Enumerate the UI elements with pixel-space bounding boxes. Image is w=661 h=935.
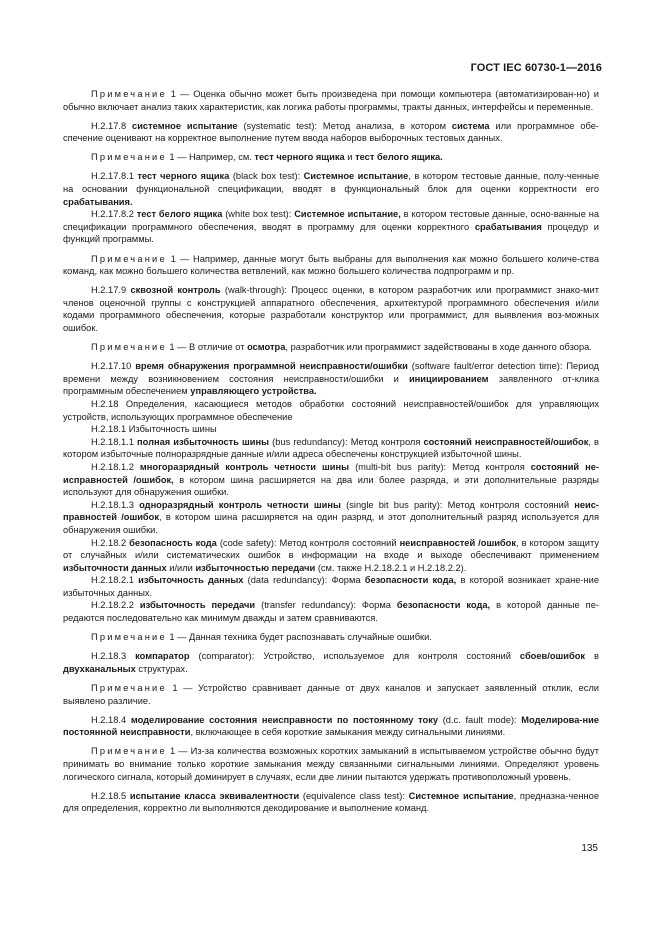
paragraph: [63, 682, 599, 707]
text-run: в которой возникает хране-ние избыточных данных.: [63, 575, 600, 598]
term-bold: сквозной контроль: [130, 285, 221, 296]
term-bold: срабатывания.: [63, 196, 133, 207]
text-run: , предназна-ченное для определения, корректно ли выполняются декодирование и выполнение команд.: [63, 790, 600, 814]
text-run: в котором тестовые данные, осно-ванные на спецификации программного обеспечения, вводят в программу для оценки корректного: [63, 209, 600, 232]
text-run: , разработчик или программист задействованы в ходе данного обзора.: [285, 342, 592, 353]
term-bold: время обнаружения программной неисправности/ошибки: [135, 361, 408, 372]
paragraph: [63, 574, 599, 599]
term-bold: моделирование состояния неисправности по постоянному току: [130, 714, 439, 725]
document-standard-header: ГОСТ IEC 60730-1—2016: [470, 62, 602, 74]
term-bold: полная избыточность шины: [137, 436, 270, 447]
text-run: 1 — В отличие от: [166, 342, 248, 353]
text-run: H.2.17.9: [91, 285, 131, 296]
term-bold: Системное испытание,: [294, 209, 401, 220]
text-run: 1 — Например, данные могут быть выбраны для выполнения как можно большего количе-ства команд, как можно большего количества ветвлений, как можно большего количества подпрограмм и пр.: [63, 253, 599, 277]
term-bold: одноразрядный контроль четности шины: [139, 499, 341, 510]
text-run: (см. также H.2.18.2.1 и H.2.18.2.2).: [315, 562, 467, 573]
text-run: H.2.17.10: [91, 361, 136, 372]
text-run: , в котором избыточные полноразрядные данные и/или адреса обеспечены конструкцией избыточной шины.: [63, 436, 599, 460]
paragraph: [63, 208, 599, 246]
paragraph: [63, 423, 599, 436]
text-run: (walk-through): Процесс оценки, в котором разработчик или программист знако-мит членов оценочной группы с конструкцией аппаратного обеспечения, архитектурой программного обеспечения и/или кодами программного обеспечения, которые разработали конструктор или программист, для выявления воз-можных ошибок.: [63, 285, 600, 333]
term-bold: осмотра: [247, 342, 286, 353]
text-run: и: [344, 152, 356, 163]
term-bold: Системное испытание: [408, 790, 514, 801]
term-bold: состояний неисправностей/ошибок: [423, 436, 589, 447]
term-bold: Системное испытание: [303, 171, 409, 182]
paragraph: [63, 714, 599, 739]
text-run: в которой данные пе-редаются последовательно как минимум дважды и затем сравниваются.: [63, 600, 599, 624]
term-bold: избыточности данных: [63, 562, 167, 573]
text-run: или программное обе-спечение оценивают на корректное выполнение путем ввода наборов выборочных тестовых данных.: [63, 120, 599, 144]
paragraph: [63, 650, 599, 675]
text-run: процедур и функций программы.: [63, 221, 599, 245]
text-run: в: [585, 651, 599, 662]
text-run: H.2.18.2.2: [91, 600, 140, 611]
term-bold: сбоев/ошибок: [519, 651, 586, 662]
text-run: (white box test):: [222, 209, 295, 220]
text-run: (multi-bit bus parity): Метод контроля: [349, 461, 531, 472]
document-body: [63, 88, 599, 815]
text-run: (comparator): Устройство, используемое для контроля состояний: [189, 651, 520, 662]
paragraph: [63, 253, 599, 278]
term-bold: испытание класса эквивалентности: [129, 790, 300, 801]
text-run: H.2.18.4: [91, 714, 131, 725]
term-bold: тест белого ящика: [136, 209, 223, 220]
text-run: H.2.18.2.1: [91, 575, 139, 586]
text-run: (black box test):: [229, 171, 304, 182]
term-bold: неисправностей /ошибок: [399, 537, 516, 548]
term-bold: двухканальных: [63, 663, 136, 674]
paragraph: [63, 170, 599, 208]
note-label: Примечание: [91, 632, 167, 643]
term-bold: Моделирова-ние постоянной неисправности: [63, 714, 600, 738]
text-run: H.2.18.1.3: [91, 499, 140, 510]
text-run: H.2.18.1.1: [91, 436, 137, 447]
text-run: (d.c. fault mode):: [438, 714, 522, 725]
note-label: Примечание: [91, 89, 167, 99]
text-run: 1 — Данная техника будет распознавать случайные ошибки.: [166, 632, 432, 643]
text-run: (systematic test): Метод анализа, в котором: [237, 120, 452, 131]
term-bold: срабатывания: [474, 221, 542, 232]
text-run: H.2.17.8.2: [91, 209, 137, 220]
paragraph: [63, 360, 599, 398]
paragraph: [63, 436, 599, 461]
term-bold: система: [451, 120, 490, 131]
text-run: (data redundancy): Форма: [243, 575, 365, 586]
note-label: Примечание: [91, 253, 167, 264]
paragraph: [63, 120, 599, 145]
term-bold: компаратор: [135, 651, 190, 662]
term-bold: тест белого ящика.: [355, 152, 443, 163]
text-run: H.2.18.1 Избыточность шины: [91, 424, 217, 435]
text-run: H.2.18.5: [91, 790, 130, 801]
text-run: , в котором шина расширяется на один разряд, и этот дополнительный разряд используется для обнаружения ошибки.: [63, 512, 599, 535]
text-run: , в котором защиту от случайных и/или систематических ошибок в информации на входе и выходе обеспечивают применением: [63, 537, 599, 561]
text-run: H.2.17.8: [91, 120, 133, 131]
text-run: структурах.: [135, 663, 188, 674]
text-run: 1 — Устройство сравнивает данные от двух каналов и запускает заявленный отклик, если выявлено различие.: [63, 682, 599, 706]
text-run: (single bit bus parity): Метод контроля состояний: [340, 499, 575, 510]
note-label: Примечание: [91, 342, 167, 353]
note-label: Примечание: [91, 152, 167, 163]
paragraph: [63, 398, 599, 423]
text-run: (equivalence class test):: [299, 790, 409, 801]
term-bold: безопасности кода,: [396, 600, 491, 611]
text-run: заявленного от-клика программным обеспечением: [63, 373, 599, 397]
text-run: и/или: [166, 562, 196, 573]
term-bold: управляющего устройства.: [190, 386, 317, 397]
paragraph: [63, 151, 599, 164]
text-run: (code safety): Метод контроля состояний: [216, 537, 400, 548]
term-bold: неис-правностей /ошибок: [63, 499, 600, 523]
term-bold: состояний не-исправностей /ошибок,: [63, 461, 600, 485]
term-bold: безопасности кода,: [364, 575, 457, 586]
paragraph: [63, 499, 599, 537]
term-bold: избыточность данных: [138, 575, 244, 586]
paragraph: [63, 745, 599, 783]
text-run: в котором шина расширяется на два или более разряда, и эти дополнительные разряды используют для обнаружения ошибки.: [63, 474, 599, 498]
text-run: 1 — Например, см.: [166, 152, 255, 163]
text-run: , включающее в себя короткие замыкания между сигнальными линиями.: [190, 727, 506, 738]
term-bold: избыточностью передачи: [195, 562, 316, 573]
paragraph: [63, 599, 599, 624]
term-bold: тест черного ящика: [137, 171, 230, 182]
note-label: Примечание: [91, 682, 167, 693]
paragraph: [63, 284, 599, 334]
term-bold: системное испытание: [132, 120, 238, 131]
text-run: (transfer redundancy): Форма: [255, 600, 397, 611]
text-run: (bus redundancy): Метод контроля: [269, 436, 424, 447]
text-run: H.2.18 Определения, касающиеся методов обработки состояний неисправностей/ошибок для управляющих устройств, использующих программное обеспечение: [63, 398, 599, 422]
text-run: 1 — Оценка обычно может быть произведена при помощи компьютера (автоматизирован-но) и обычно включает анализ таких характеристик, как логика работы программы, тракты данных, интерфейсы и переменные.: [63, 89, 599, 112]
term-bold: безопасность кода: [129, 537, 217, 548]
term-bold: тест черного ящика: [254, 152, 345, 163]
paragraph: [63, 88, 599, 113]
page-number: 135: [581, 843, 598, 854]
text-run: 1 — Из-за количества возможных коротких замыканий в испытываемом устройстве обычно будут принимать во внимание только короткие замыкания между связанными сигнальными линиями. Определяют уровень логического сигнала, который доминирует в случаях, если две линии пытаются удержать противоположный уровень.: [63, 746, 599, 782]
paragraph: [63, 631, 599, 644]
text-run: (software fault/error detection time): Период времени между возникновением состояния неисправности/ошибки и: [63, 361, 599, 384]
text-run: H.2.17.8.1: [91, 171, 138, 182]
text-run: H.2.18.3: [91, 651, 136, 662]
term-bold: инициированием: [408, 373, 489, 384]
text-run: , в котором тестовые данные, полу-ченные на основании функциональной спецификации, вводят в функциональный блок для оценки корректности его: [63, 171, 599, 195]
paragraph: [63, 341, 599, 354]
term-bold: многоразрядный контроль четности шины: [139, 461, 350, 472]
text-run: H.2.18.2: [91, 537, 130, 548]
paragraph: [63, 461, 599, 499]
term-bold: избыточность передачи: [139, 600, 256, 611]
paragraph: [63, 537, 599, 575]
paragraph: [63, 790, 599, 815]
text-run: H.2.18.1.2: [91, 461, 140, 472]
note-label: Примечание: [91, 746, 167, 757]
